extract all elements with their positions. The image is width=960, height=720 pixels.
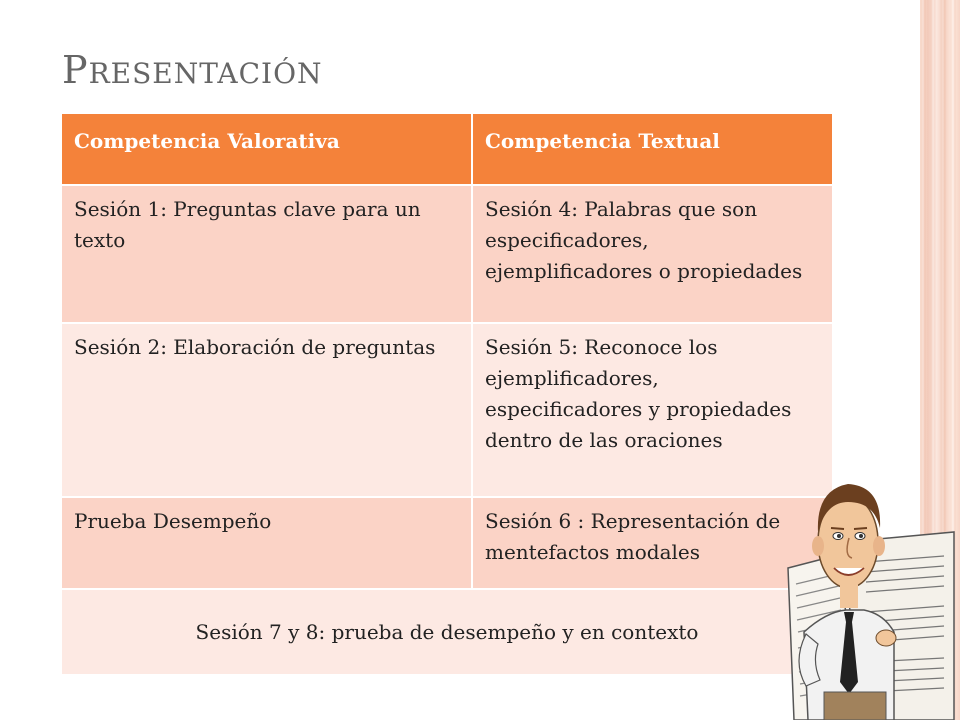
slide-title	[62, 48, 323, 92]
man-reading-newspaper-icon	[786, 472, 956, 720]
sessions-table	[60, 112, 834, 676]
table-cell: Sesión 4: Palabras que son especificadores, ejemplificadores o propiedades	[472, 185, 833, 323]
table-cell: Sesión 5: Reconoce los ejemplificadores, especificadores y propiedades dentro de las oraciones	[472, 323, 833, 497]
table-footer-row	[61, 589, 833, 675]
table-cell: Sesión 1: Preguntas clave para un texto	[61, 185, 472, 323]
header-textual: Competencia Textual	[472, 113, 833, 185]
table-cell: Sesión 2: Elaboración de preguntas	[61, 323, 472, 497]
table-footer-cell: Sesión 7 y 8: prueba de desempeño y en contexto	[61, 589, 833, 675]
table-row	[61, 323, 833, 497]
table-row	[61, 497, 833, 589]
table-cell: Prueba Desempeño	[61, 497, 472, 589]
title-rest: RESENTACIÓN	[88, 57, 323, 90]
title-initial: P	[62, 48, 89, 92]
header-valorativa: Competencia Valorativa	[61, 113, 472, 185]
table-cell: Sesión 6 : Representación de mentefactos modales	[472, 497, 833, 589]
table-row	[61, 185, 833, 323]
table-header-row	[61, 113, 833, 185]
